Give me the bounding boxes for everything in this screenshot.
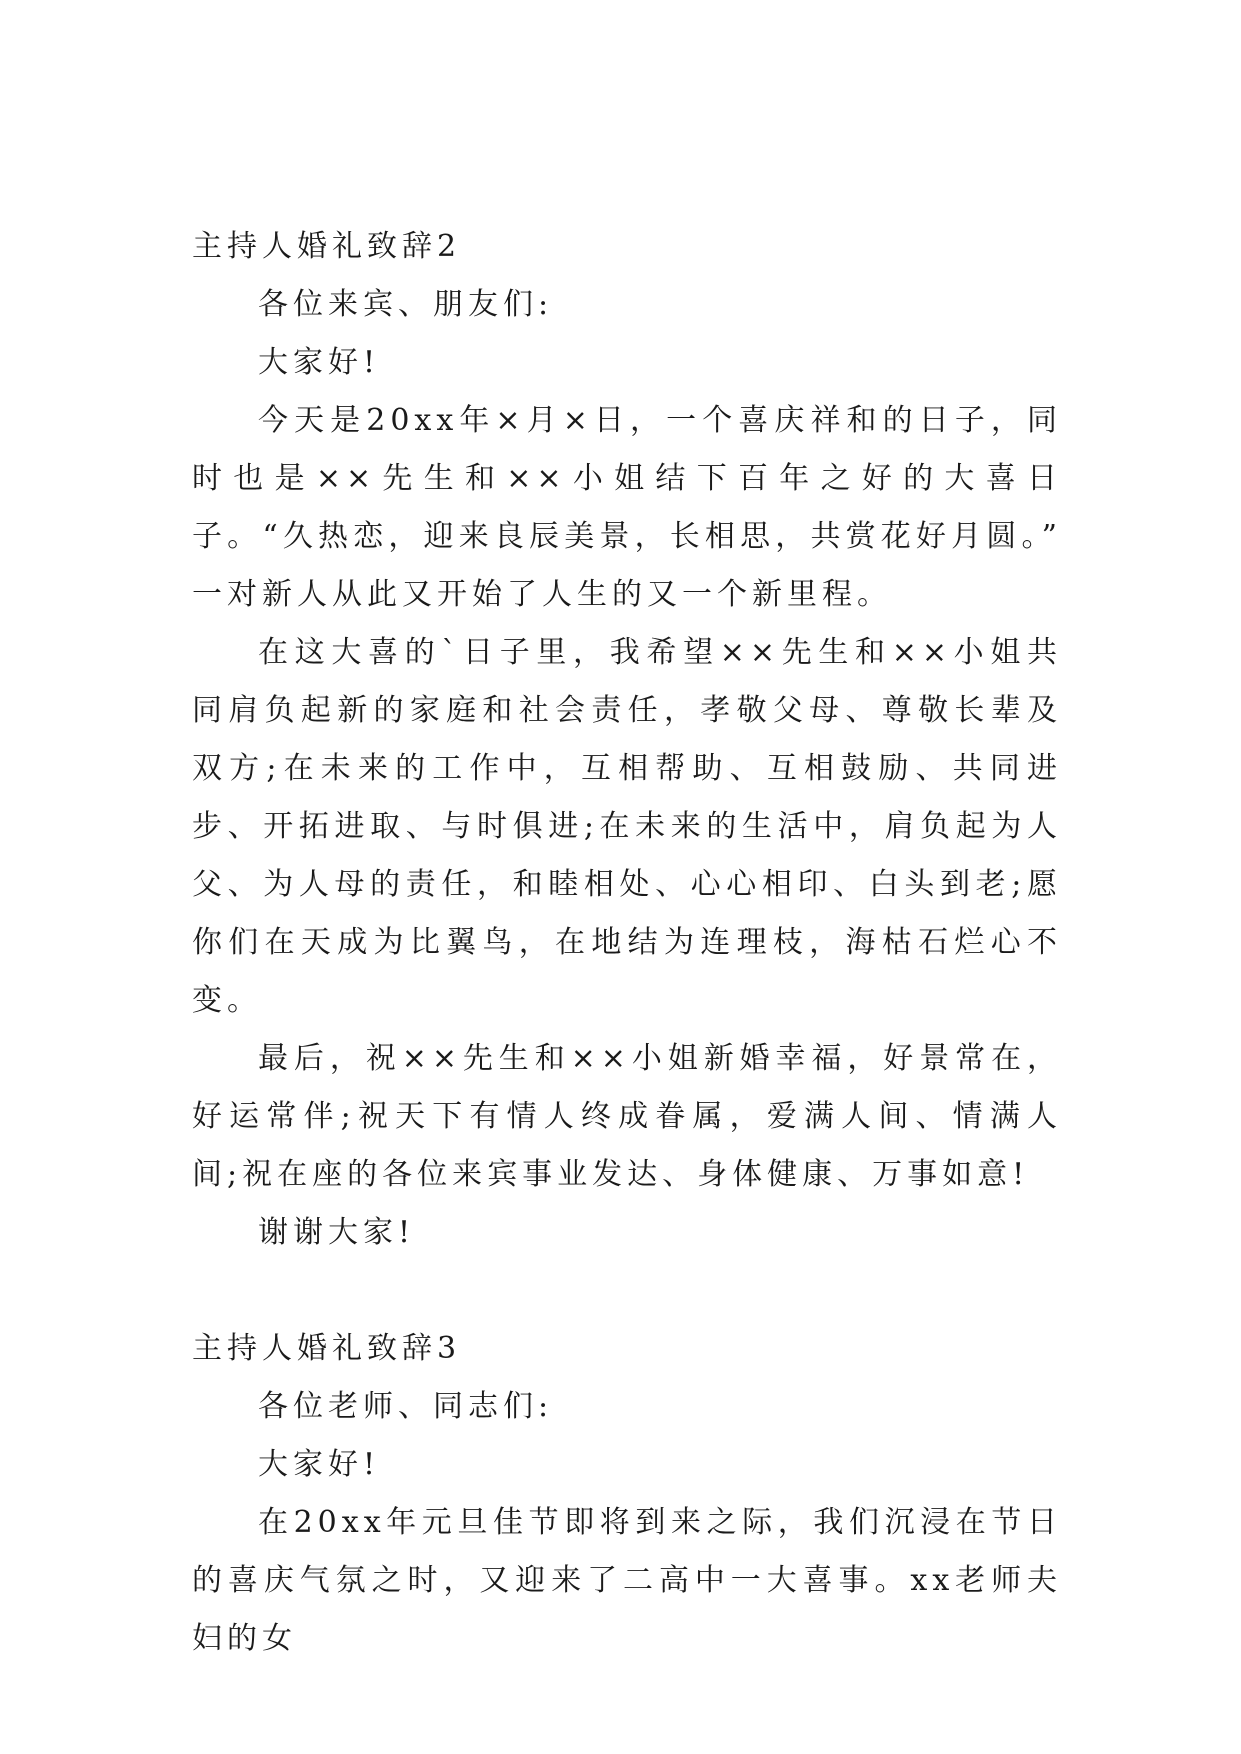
greeting: 大家好! xyxy=(258,1447,381,1482)
section-title: 主持人婚礼致辞2 xyxy=(192,229,462,264)
body-paragraph: 今天是20xx年×月×日，一个喜庆祥和的日子，同时也是××先生和××小姐结下百年之好的大喜日子。“久热恋，迎来良辰美景，长相思，共赏花好月圆。” 一对新人从此又开始了人生的又一个新里程。 xyxy=(192,403,1062,612)
document-body xyxy=(192,218,1062,1668)
greeting: 大家好! xyxy=(258,345,381,380)
section-title: 主持人婚礼致辞3 xyxy=(192,1331,462,1366)
speech-section-3 xyxy=(192,1320,1062,1668)
salutation: 各位老师、同志们: xyxy=(258,1389,554,1424)
section-spacer xyxy=(192,1262,1062,1320)
salutation: 各位来宾、朋友们: xyxy=(258,287,554,322)
speech-section-2 xyxy=(192,218,1062,1262)
body-paragraph: 最后，祝××先生和××小姐新婚幸福，好景常在，好运常伴;祝天下有情人终成眷属，爱满人间、情满人间;祝在座的各位来宾事业发达、身体健康、万事如意! xyxy=(192,1041,1062,1192)
closing: 谢谢大家! xyxy=(258,1215,416,1250)
body-paragraph: 在这大喜的`日子里，我希望××先生和××小姐共同肩负起新的家庭和社会责任，孝敬父母、尊敬长辈及双方;在未来的工作中，互相帮助、互相鼓励、共同进步、开拓进取、与时俱进;在未来的生活中，肩负起为人父、为人母的责任，和睦相处、心心相印、白头到老;愿你们在天成为比翼鸟，在地结为连理枝，海枯石烂心不变。 xyxy=(192,635,1062,1018)
body-paragraph: 在20xx年元旦佳节即将到来之际，我们沉浸在节日的喜庆气氛之时，又迎来了二高中一大喜事。xx老师夫妇的女 xyxy=(192,1505,1062,1656)
